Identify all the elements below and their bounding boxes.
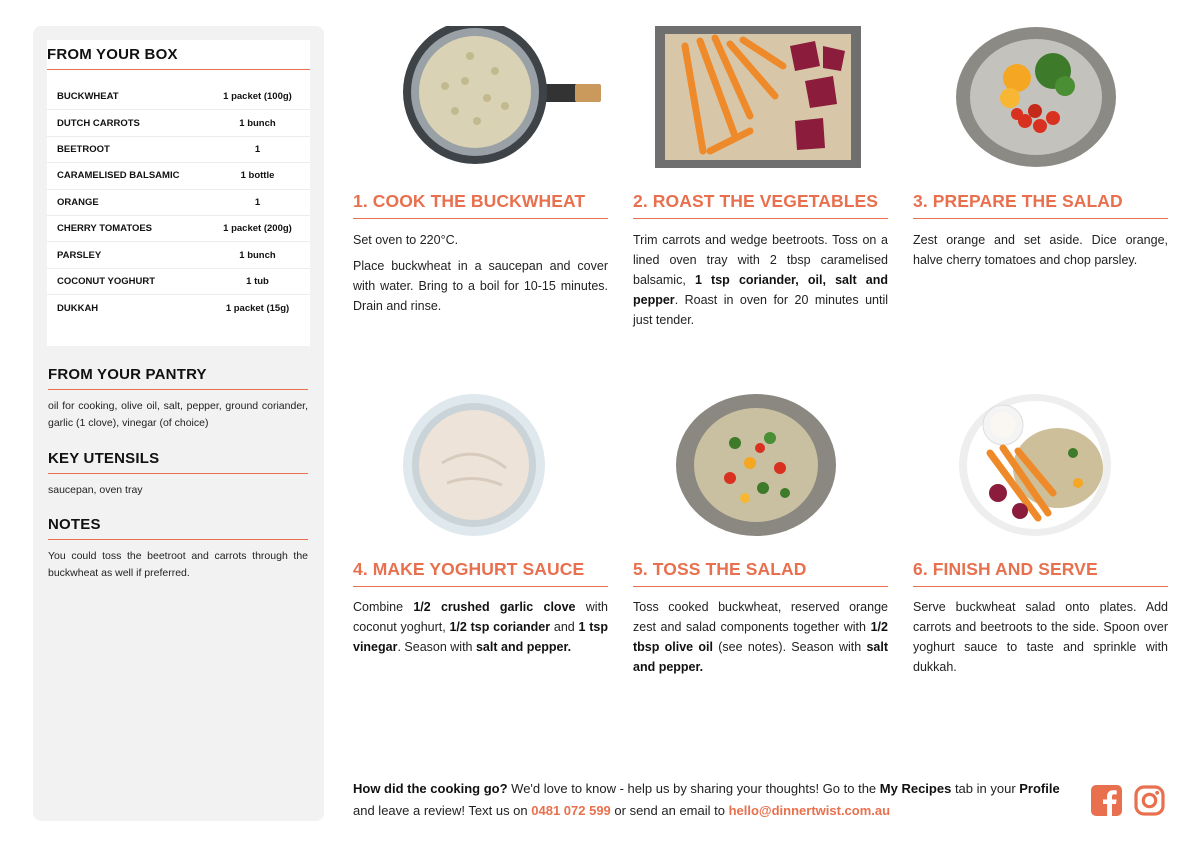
step-1-text: Set oven to 220°C. <box>353 233 459 247</box>
ingredient-table <box>47 84 310 322</box>
ingredient-qty: 1 packet (15g) <box>225 302 290 314</box>
step-6-title: 6. FINISH AND SERVE <box>913 559 1168 587</box>
pantry-text: oil for cooking, olive oil, salt, pepper, ground coriander, garlic (1 clove), vinegar (of choice) <box>48 400 308 429</box>
profile-label: Profile <box>1019 781 1060 796</box>
ingredient-name: CARAMELISED BALSAMIC <box>57 170 180 182</box>
key-utensils-title: KEY UTENSILS <box>48 450 308 474</box>
step-2-title: 2. ROAST THE VEGETABLES <box>633 191 888 219</box>
footer-text: tab in your <box>951 781 1020 796</box>
step-4-text: and <box>550 620 579 634</box>
instagram-icon[interactable] <box>1134 785 1165 816</box>
step-5-title: 5. TOSS THE SALAD <box>633 559 888 587</box>
table-row <box>47 110 310 136</box>
table-row <box>47 216 310 242</box>
ingredient-name: DUKKAH <box>57 302 99 314</box>
step-1-text: Place buckwheat in a saucepan and cover with water. Bring to a boil for 10-15 minutes. Drain and rinse. <box>353 259 608 313</box>
key-utensils-section <box>48 450 308 499</box>
step-4-title: 4. MAKE YOGHURT SAUCE <box>353 559 608 587</box>
step-5-text: Toss cooked buckwheat, reserved orange zest and salad components together with <box>633 600 888 634</box>
ingredient-name: BUCKWHEAT <box>57 91 119 103</box>
ingredient-name: BEETROOT <box>57 143 110 155</box>
ingredient-qty: 1 bunch <box>239 249 276 261</box>
ingredient-qty: 1 packet (200g) <box>223 223 292 235</box>
notes-title: NOTES <box>48 516 308 540</box>
ingredient-name: ORANGE <box>57 196 99 208</box>
step-5-bold: 1/2 tbsp olive oil <box>633 620 888 654</box>
table-row <box>47 137 310 163</box>
step-4-text: . Season with <box>397 640 476 654</box>
step-4-bold: 1 tsp vinegar <box>353 620 608 654</box>
facebook-icon[interactable] <box>1091 785 1122 816</box>
step-2-text: Trim carrots and wedge beetroots. Toss on a lined oven tray with 2 tbsp caramelised balsamic, <box>633 233 888 287</box>
step-4-bold: 1/2 tsp coriander <box>449 620 551 634</box>
step-2-text: . Roast in oven for 20 minutes until just tender. <box>633 293 888 327</box>
step-4-bold: 1/2 crushed garlic clove <box>413 600 576 614</box>
sidebar <box>33 26 324 821</box>
step-5-bold: salt and pepper. <box>633 640 888 674</box>
step-3-text: Zest orange and set aside. Dice orange, halve cherry tomatoes and chop parsley. <box>913 233 1168 267</box>
from-your-box-card <box>47 40 310 346</box>
from-your-box-title: FROM YOUR BOX <box>47 46 310 70</box>
ingredient-name: CHERRY TOMATOES <box>57 223 153 235</box>
from-your-pantry-section <box>48 366 308 432</box>
table-row <box>47 242 310 268</box>
ingredient-qty: 1 <box>254 143 261 155</box>
footer-question: How did the cooking go? <box>353 781 508 796</box>
notes-section <box>48 516 308 582</box>
step-3-body <box>913 230 1168 270</box>
table-row <box>47 269 310 295</box>
ingredient-qty: 1 tub <box>246 275 269 287</box>
table-row <box>47 163 310 189</box>
step-5-text: (see notes). Season with <box>712 640 867 654</box>
step-2-body <box>633 230 888 330</box>
step-4-text: Combine <box>353 600 414 614</box>
utensils-text: saucepan, oven tray <box>48 484 143 496</box>
plated-dish-image <box>958 393 1113 538</box>
feedback-footer <box>353 778 1073 822</box>
footer-text: We'd love to know - help us by sharing your thoughts! Go to the <box>507 781 880 796</box>
email-link[interactable]: hello@dinnertwist.com.au <box>728 803 891 818</box>
tossed-salad-image <box>675 393 837 538</box>
table-row <box>47 295 310 321</box>
from-your-pantry-title: FROM YOUR PANTRY <box>48 366 308 390</box>
ingredient-name: COCONUT YOGHURT <box>57 275 155 287</box>
roast-tray-image <box>655 26 861 168</box>
footer-text: and leave a review! Text us on <box>353 803 532 818</box>
step-1-title: 1. COOK THE BUCKWHEAT <box>353 191 608 219</box>
table-row <box>47 84 310 110</box>
step-4-text: with coconut yoghurt, <box>353 600 608 634</box>
ingredient-qty: 1 <box>254 196 261 208</box>
yoghurt-bowl-image <box>402 393 547 538</box>
step-6-body <box>913 597 1168 677</box>
step-6-text: Serve buckwheat salad onto plates. Add carrots and beetroots to the side. Spoon over yoghurt sauce to taste and sprinkle with dukkah. <box>913 600 1168 674</box>
phone-link[interactable]: 0481 072 599 <box>531 803 611 818</box>
my-recipes-label: My Recipes <box>879 781 952 796</box>
step-5-body <box>633 597 888 677</box>
ingredient-name: DUTCH CARROTS <box>57 117 140 129</box>
table-row <box>47 190 310 216</box>
salad-bowl-image <box>955 26 1117 168</box>
step-2-bold: 1 tsp coriander, oil, salt and pepper <box>633 273 888 307</box>
ingredient-qty: 1 packet (100g) <box>223 91 292 103</box>
ingredient-name: PARSLEY <box>57 249 102 261</box>
step-4-bold: salt and pepper. <box>475 640 572 654</box>
step-1-body <box>353 230 608 322</box>
ingredient-qty: 1 bunch <box>239 117 276 129</box>
ingredient-qty: 1 bottle <box>240 170 275 182</box>
step-4-body <box>353 597 608 657</box>
footer-text: or send an email to <box>610 803 729 818</box>
step-3-title: 3. PREPARE THE SALAD <box>913 191 1168 219</box>
notes-text: You could toss the beetroot and carrots through the buckwheat as well if preferred. <box>48 550 308 579</box>
buckwheat-strainer-image <box>395 26 605 166</box>
